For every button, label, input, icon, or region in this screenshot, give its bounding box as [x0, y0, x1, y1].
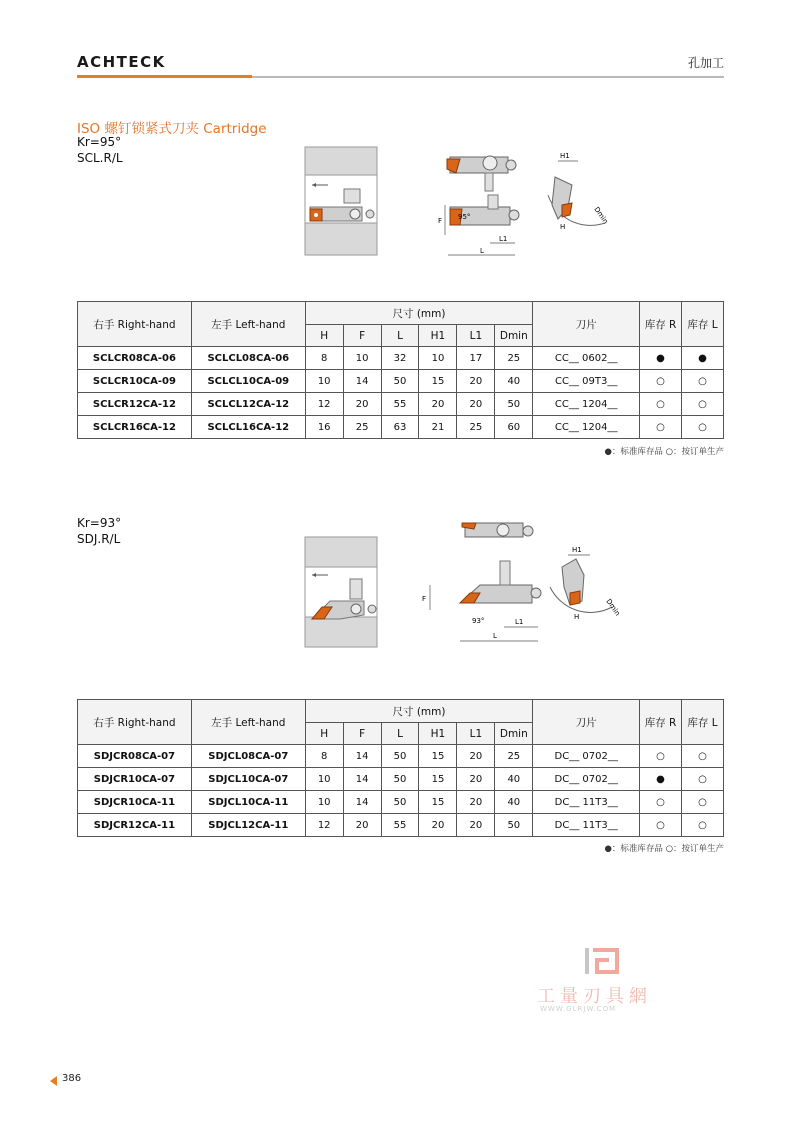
cell-L: 55	[381, 393, 419, 416]
cell-left-code: SDJCL10CA-07	[191, 768, 305, 791]
header-L: L	[381, 325, 419, 347]
cell-stock-r: ○	[640, 416, 682, 439]
cell-stock-l: ○	[682, 814, 724, 837]
section-label: 孔加工	[687, 56, 724, 70]
cell-stock-l: ○	[682, 416, 724, 439]
header-stock-r: 库存 R	[640, 302, 682, 347]
cell-insert: CC__ 09T3__	[533, 370, 640, 393]
label-L: L	[480, 247, 484, 255]
side-view-drawing	[438, 195, 519, 255]
cell-stock-r: ○	[640, 791, 682, 814]
label-angle: 95°	[458, 213, 471, 221]
section2-kr: Kr=93°	[77, 516, 122, 530]
cell-Dmin: 60	[495, 416, 533, 439]
section2-legend: ●：标准库存品 ○：按订单生产	[604, 844, 724, 854]
header-dimensions: 尺寸 (mm)	[305, 700, 533, 723]
table-row	[78, 416, 724, 439]
cell-stock-r: ○	[640, 370, 682, 393]
cell-stock-r: ○	[640, 814, 682, 837]
cell-H: 8	[305, 745, 343, 768]
cell-H: 12	[305, 814, 343, 837]
header-right-hand: 右手 Right-hand	[78, 302, 192, 347]
label-L1: L1	[499, 235, 508, 243]
cell-insert: DC__ 11T3__	[533, 814, 640, 837]
cell-insert: CC__ 0602__	[533, 347, 640, 370]
cell-L: 63	[381, 416, 419, 439]
cell-H1: 15	[419, 768, 457, 791]
watermark-logo-icon	[583, 946, 623, 978]
header-right-hand: 右手 Right-hand	[78, 700, 192, 745]
cell-F: 14	[343, 745, 381, 768]
section1-drawings	[300, 145, 620, 270]
cell-right-code: SCLCR08CA-06	[78, 347, 192, 370]
cell-H1: 10	[419, 347, 457, 370]
label-L1: L1	[515, 618, 524, 626]
section1-legend: ●：标准库存品 ○：按订单生产	[604, 447, 724, 457]
cell-L: 32	[381, 347, 419, 370]
cell-right-code: SDJCR08CA-07	[78, 745, 192, 768]
cell-L: 50	[381, 791, 419, 814]
table-row	[78, 370, 724, 393]
cell-H: 10	[305, 768, 343, 791]
page-number: 386	[62, 1073, 82, 1084]
cell-stock-l: ●	[682, 347, 724, 370]
header-accent-bar	[77, 75, 252, 78]
cell-F: 14	[343, 370, 381, 393]
cell-F: 14	[343, 768, 381, 791]
header-H1: H1	[419, 723, 457, 745]
cell-left-code: SCLCL16CA-12	[191, 416, 305, 439]
cell-L1: 20	[457, 768, 495, 791]
side-view-drawing	[422, 561, 541, 641]
cell-insert: DC__ 0702__	[533, 745, 640, 768]
header-Dmin: Dmin	[495, 325, 533, 347]
cell-H: 12	[305, 393, 343, 416]
label-angle: 93°	[472, 617, 485, 625]
cell-stock-r: ○	[640, 745, 682, 768]
section1-code: SCL.R/L	[77, 151, 123, 165]
cell-H: 10	[305, 791, 343, 814]
section1-title: ISO 螺钉锁紧式刀夹 Cartridge	[77, 121, 267, 137]
cell-H1: 21	[419, 416, 457, 439]
cell-left-code: SDJCL10CA-11	[191, 791, 305, 814]
table-row	[78, 393, 724, 416]
page-arrow-icon	[50, 1076, 57, 1086]
cell-F: 10	[343, 347, 381, 370]
header-H1: H1	[419, 325, 457, 347]
cell-H1: 15	[419, 370, 457, 393]
cell-F: 20	[343, 814, 381, 837]
header-L1: L1	[457, 325, 495, 347]
bore-block-drawing	[305, 147, 377, 255]
label-H: H	[560, 223, 566, 231]
cell-H1: 15	[419, 745, 457, 768]
cell-H: 10	[305, 370, 343, 393]
cell-Dmin: 25	[495, 347, 533, 370]
cell-insert: DC__ 11T3__	[533, 791, 640, 814]
label-H1: H1	[572, 546, 582, 554]
top-view-drawing	[447, 156, 516, 191]
header-stock-l: 库存 L	[682, 302, 724, 347]
header-dimensions: 尺寸 (mm)	[305, 302, 533, 325]
cell-left-code: SCLCL10CA-09	[191, 370, 305, 393]
cell-L: 50	[381, 768, 419, 791]
top-view-drawing	[462, 523, 533, 537]
table-row	[78, 814, 724, 837]
cell-L1: 20	[457, 393, 495, 416]
header-left-hand: 左手 Left-hand	[191, 302, 305, 347]
header-H: H	[305, 723, 343, 745]
watermark-text: 工量刃具網	[537, 986, 652, 1007]
label-H: H	[574, 613, 580, 621]
cell-stock-l: ○	[682, 370, 724, 393]
header-insert: 刀片	[533, 700, 640, 745]
cell-Dmin: 50	[495, 814, 533, 837]
end-view-drawing	[548, 152, 610, 231]
label-H1: H1	[560, 152, 570, 160]
cell-left-code: SCLCL12CA-12	[191, 393, 305, 416]
watermark-url: WWW.GLRJW.COM	[540, 1005, 617, 1013]
label-Dmin: Dmin	[592, 205, 610, 226]
cell-F: 25	[343, 416, 381, 439]
header-F: F	[343, 325, 381, 347]
cell-stock-r: ○	[640, 393, 682, 416]
cell-H1: 20	[419, 814, 457, 837]
cell-left-code: SDJCL08CA-07	[191, 745, 305, 768]
cell-insert: DC__ 0702__	[533, 768, 640, 791]
section1-kr: Kr=95°	[77, 135, 122, 149]
cell-H1: 15	[419, 791, 457, 814]
header-stock-r: 库存 R	[640, 700, 682, 745]
cell-stock-l: ○	[682, 745, 724, 768]
cell-L1: 20	[457, 745, 495, 768]
cell-Dmin: 40	[495, 370, 533, 393]
header-L: L	[381, 723, 419, 745]
end-view-drawing	[550, 546, 622, 621]
cell-insert: CC__ 1204__	[533, 416, 640, 439]
cell-Dmin: 25	[495, 745, 533, 768]
cell-F: 20	[343, 393, 381, 416]
bore-block-drawing	[305, 537, 377, 647]
header-left-hand: 左手 Left-hand	[191, 700, 305, 745]
cell-right-code: SCLCR12CA-12	[78, 393, 192, 416]
cell-stock-l: ○	[682, 768, 724, 791]
table-row	[78, 791, 724, 814]
cell-stock-r: ●	[640, 347, 682, 370]
table-row	[78, 745, 724, 768]
table-row	[78, 768, 724, 791]
cell-left-code: SDJCL12CA-11	[191, 814, 305, 837]
section2-drawings	[300, 515, 630, 650]
cell-right-code: SCLCR10CA-09	[78, 370, 192, 393]
section2-code: SDJ.R/L	[77, 532, 121, 546]
brand-logo: ACHTECK	[77, 53, 166, 71]
label-Dmin: Dmin	[604, 597, 622, 618]
cell-L1: 20	[457, 370, 495, 393]
header-Dmin: Dmin	[495, 723, 533, 745]
cell-L1: 25	[457, 416, 495, 439]
cell-left-code: SCLCL08CA-06	[191, 347, 305, 370]
section2-spec-table	[77, 699, 724, 837]
cell-H1: 20	[419, 393, 457, 416]
label-L: L	[493, 632, 497, 640]
cell-L: 55	[381, 814, 419, 837]
header-L1: L1	[457, 723, 495, 745]
cell-stock-l: ○	[682, 791, 724, 814]
cell-right-code: SDJCR10CA-07	[78, 768, 192, 791]
cell-insert: CC__ 1204__	[533, 393, 640, 416]
header-stock-l: 库存 L	[682, 700, 724, 745]
label-F: F	[438, 217, 443, 225]
cell-L1: 20	[457, 814, 495, 837]
cell-L1: 20	[457, 791, 495, 814]
cell-right-code: SDJCR10CA-11	[78, 791, 192, 814]
cell-L: 50	[381, 370, 419, 393]
cell-F: 14	[343, 791, 381, 814]
cell-L: 50	[381, 745, 419, 768]
label-F: F	[422, 595, 427, 603]
cell-Dmin: 40	[495, 768, 533, 791]
cell-right-code: SCLCR16CA-12	[78, 416, 192, 439]
header-H: H	[305, 325, 343, 347]
cell-H: 8	[305, 347, 343, 370]
cell-H: 16	[305, 416, 343, 439]
cell-Dmin: 50	[495, 393, 533, 416]
cell-right-code: SDJCR12CA-11	[78, 814, 192, 837]
cell-stock-l: ○	[682, 393, 724, 416]
section1-spec-table	[77, 301, 724, 439]
header-F: F	[343, 723, 381, 745]
cell-Dmin: 40	[495, 791, 533, 814]
cell-L1: 17	[457, 347, 495, 370]
cell-stock-r: ●	[640, 768, 682, 791]
table-row	[78, 347, 724, 370]
header-insert: 刀片	[533, 302, 640, 347]
